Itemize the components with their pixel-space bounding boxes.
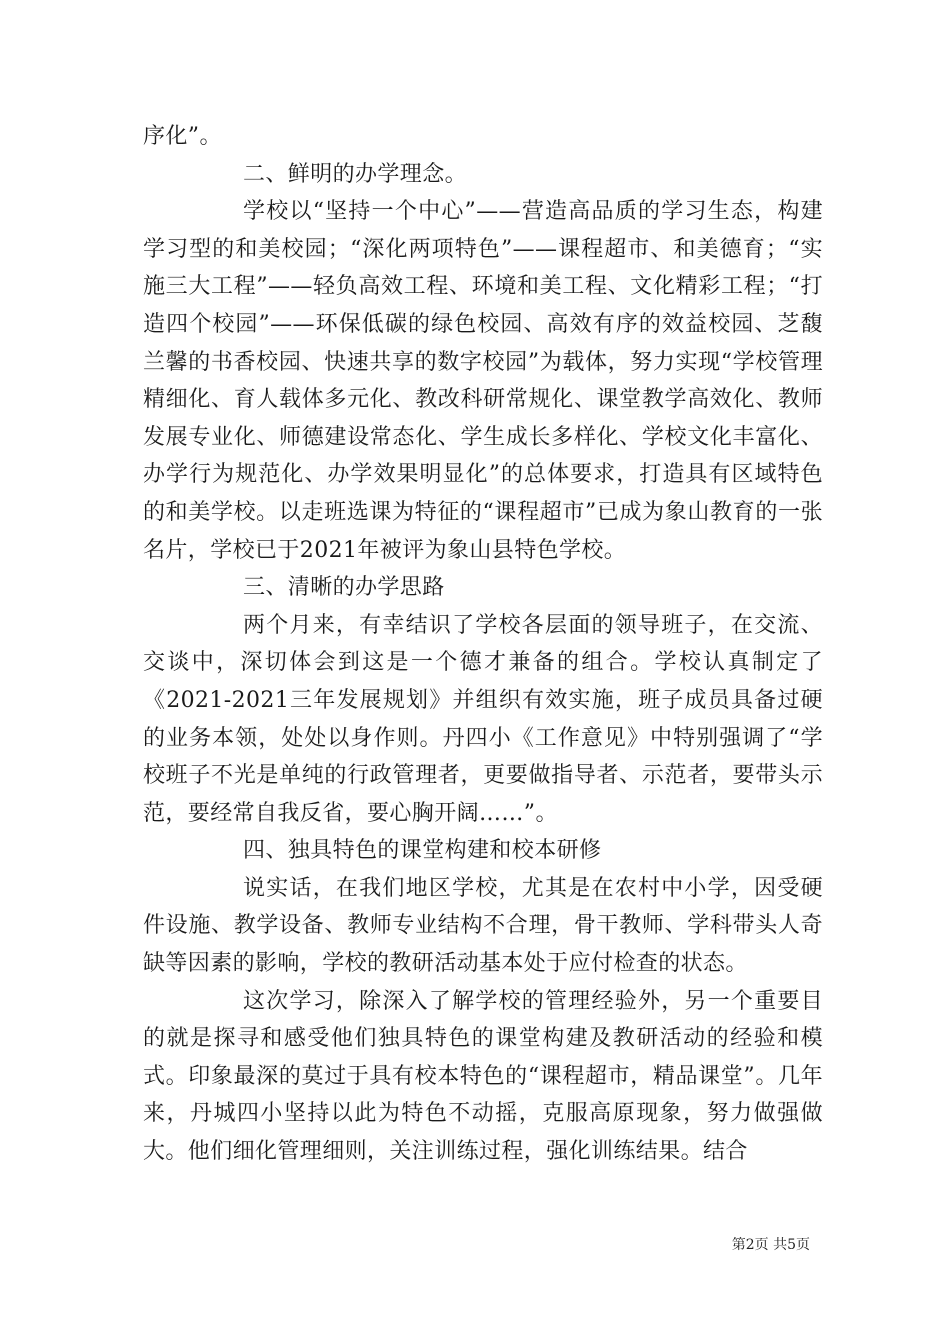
section-heading-4: 四、独具特色的课堂构建和校本研修 [243,838,602,864]
section-heading-2: 二、鲜明的办学理念。 [243,161,468,187]
paragraph-rural-schools: 说实话，在我们地区学校，尤其是在农村中小学，因受硬件设施、教学设备、教师专业结构不合理，骨干教师、学科带头人奇缺等因素的影响，学校的教研活动基本处于应付检查的状态。 [143,875,823,977]
paragraph-continuation: 序化”。 [143,124,222,149]
section-heading-3: 三、清晰的办学思路 [243,575,445,601]
paragraph-philosophy: 学校以“坚持一个中心”——营造高品质的学习生态，构建学习型的和美校园；“深化两项特色”——课程超市、和美德育；“实施三大工程”——轻负高效工程、环境和美工程、文化精彩工程；“打造四个校园”——环保低碳的绿色校园、高效有序的效益校园、芝馥兰馨的书香校园、快速共享的数字校园”为载体，努力实现“学校管理精细化、育人载体多元化、教改科研常规化、课堂教学高效化、教师发展专业化、师德建设常态化、学生成长多样化、学校文化丰富化、办学行为规范化、办学效果明显化”的总体要求，打造具有区域特色的和美学校。以走班选课为特征的“课程超市”已成为象山教育的一张名片，学校已于2021年被评为象山县特色学校。 [143,199,823,563]
page-number: 第2页 共5页 [731,1237,810,1253]
document-body [143,118,823,1171]
paragraph-study-purpose: 这次学习，除深入了解学校的管理经验外，另一个重要目的就是探寻和感受他们独具特色的课堂构建及教研活动的经验和模式。印象最深的莫过于具有校本特色的“课程超市，精品课堂”。几年来，丹城四小坚持以此为特色不动摇，克服高原现象，努力做强做大。他们细化管理细则，关注训练过程，强化训练结果。结合 [143,988,823,1165]
paragraph-approach: 两个月来，有幸结识了学校各层面的领导班子，在交流、交谈中，深切体会到这是一个德才兼备的组合。学校认真制定了《2021-2021三年发展规划》并组织有效实施，班子成员具备过硬的业务本领，处处以身作则。丹四小《工作意见》中特别强调了“学校班子不光是单纯的行政管理者，更要做指导者、示范者，要带头示范，要经常自我反省，要心胸开阔……”。 [143,612,823,826]
